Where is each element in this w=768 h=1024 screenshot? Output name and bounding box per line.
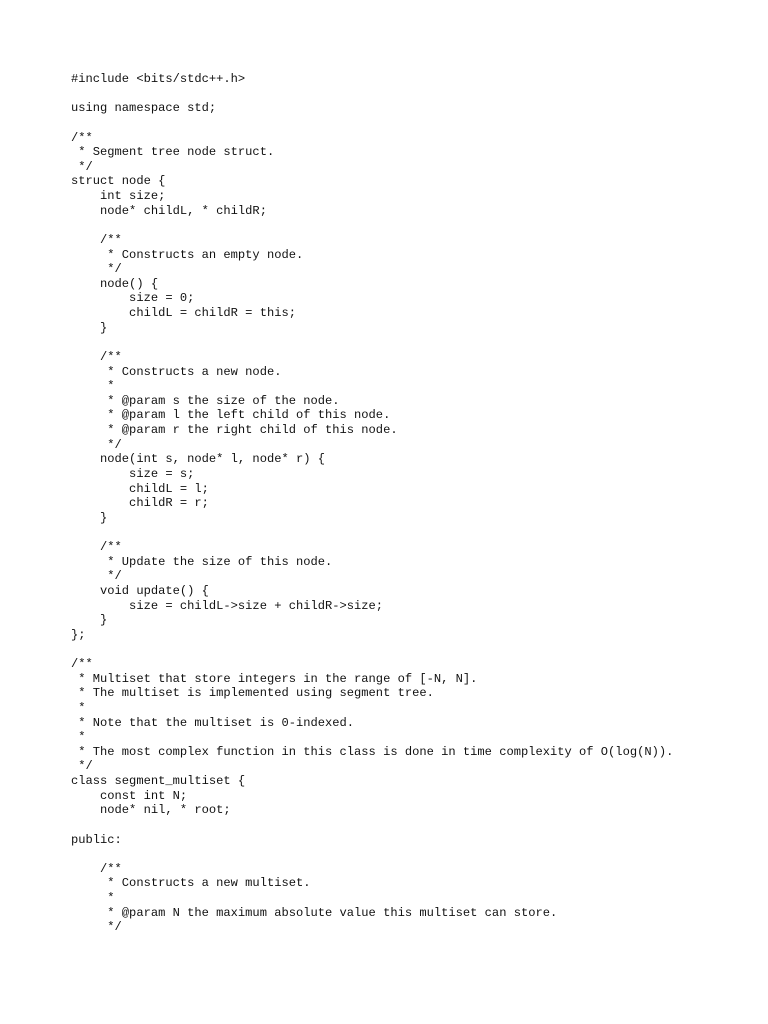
code-line xyxy=(71,335,673,350)
code-listing xyxy=(71,72,673,935)
code-line xyxy=(71,116,673,131)
code-line: node(int s, node* l, node* r) { xyxy=(71,452,326,467)
code-line: #include <bits/stdc++.h> xyxy=(71,72,246,86)
code-line: } xyxy=(71,510,108,525)
code-line: node() { xyxy=(71,276,159,291)
code-line: */ xyxy=(71,920,122,935)
code-line: /** xyxy=(71,540,122,554)
code-line: int size; xyxy=(71,189,166,203)
code-line: * xyxy=(71,730,86,745)
code-line: */ xyxy=(71,159,93,174)
code-line: /** xyxy=(71,657,93,671)
code-line xyxy=(71,847,673,862)
code-line: childR = r; xyxy=(71,496,209,511)
code-line xyxy=(71,525,673,540)
code-line: /** xyxy=(71,232,122,247)
code-line: const int N; xyxy=(71,788,188,803)
code-line xyxy=(71,87,673,102)
code-line xyxy=(71,642,673,657)
code-line: struct node { xyxy=(71,174,166,189)
code-line: node* childL, * childR; xyxy=(71,203,267,218)
code-line: * Constructs a new multiset. xyxy=(71,876,311,891)
code-line: * xyxy=(71,379,115,394)
code-line: * Note that the multiset is 0-indexed. xyxy=(71,715,355,730)
code-line: * xyxy=(71,891,115,905)
code-line: */ xyxy=(71,569,122,584)
code-line: void update() { xyxy=(71,583,209,598)
code-line: * Constructs an empty node. xyxy=(71,247,304,262)
code-line: * @param l the left child of this node. xyxy=(71,408,391,423)
code-line: * The most complex function in this class is done in time complexity of O(log(N)). xyxy=(71,744,674,759)
code-line: * xyxy=(71,700,86,715)
code-line: using namespace std; xyxy=(71,101,217,116)
code-line: size = childL->size + childR->size; xyxy=(71,598,384,613)
code-line: * Update the size of this node. xyxy=(71,554,333,569)
code-line: }; xyxy=(71,627,86,642)
code-line: size = s; xyxy=(71,466,195,481)
code-line: * @param N the maximum absolute value this multiset can store. xyxy=(71,905,558,920)
code-line xyxy=(71,218,673,233)
code-line: */ xyxy=(71,262,122,277)
code-line: * Segment tree node struct. xyxy=(71,145,275,160)
code-line: */ xyxy=(71,437,122,452)
code-line: public: xyxy=(71,832,122,847)
code-line: } xyxy=(71,320,108,335)
code-line: * Constructs a new node. xyxy=(71,364,282,379)
code-line: size = 0; xyxy=(71,291,195,306)
code-line: * @param s the size of the node. xyxy=(71,393,340,408)
code-line: /** xyxy=(71,861,122,876)
code-line: * Multiset that store integers in the range of [-N, N]. xyxy=(71,671,478,686)
code-line: */ xyxy=(71,759,93,774)
code-line: /** xyxy=(71,130,93,145)
code-line: class segment_multiset { xyxy=(71,774,246,788)
code-line: /** xyxy=(71,349,122,364)
code-line: * @param r the right child of this node. xyxy=(71,423,398,437)
code-line: } xyxy=(71,613,108,628)
code-line: childL = childR = this; xyxy=(71,306,296,320)
code-line: node* nil, * root; xyxy=(71,803,231,818)
code-line xyxy=(71,818,673,833)
code-line: * The multiset is implemented using segment tree. xyxy=(71,686,434,701)
code-line: childL = l; xyxy=(71,481,209,496)
